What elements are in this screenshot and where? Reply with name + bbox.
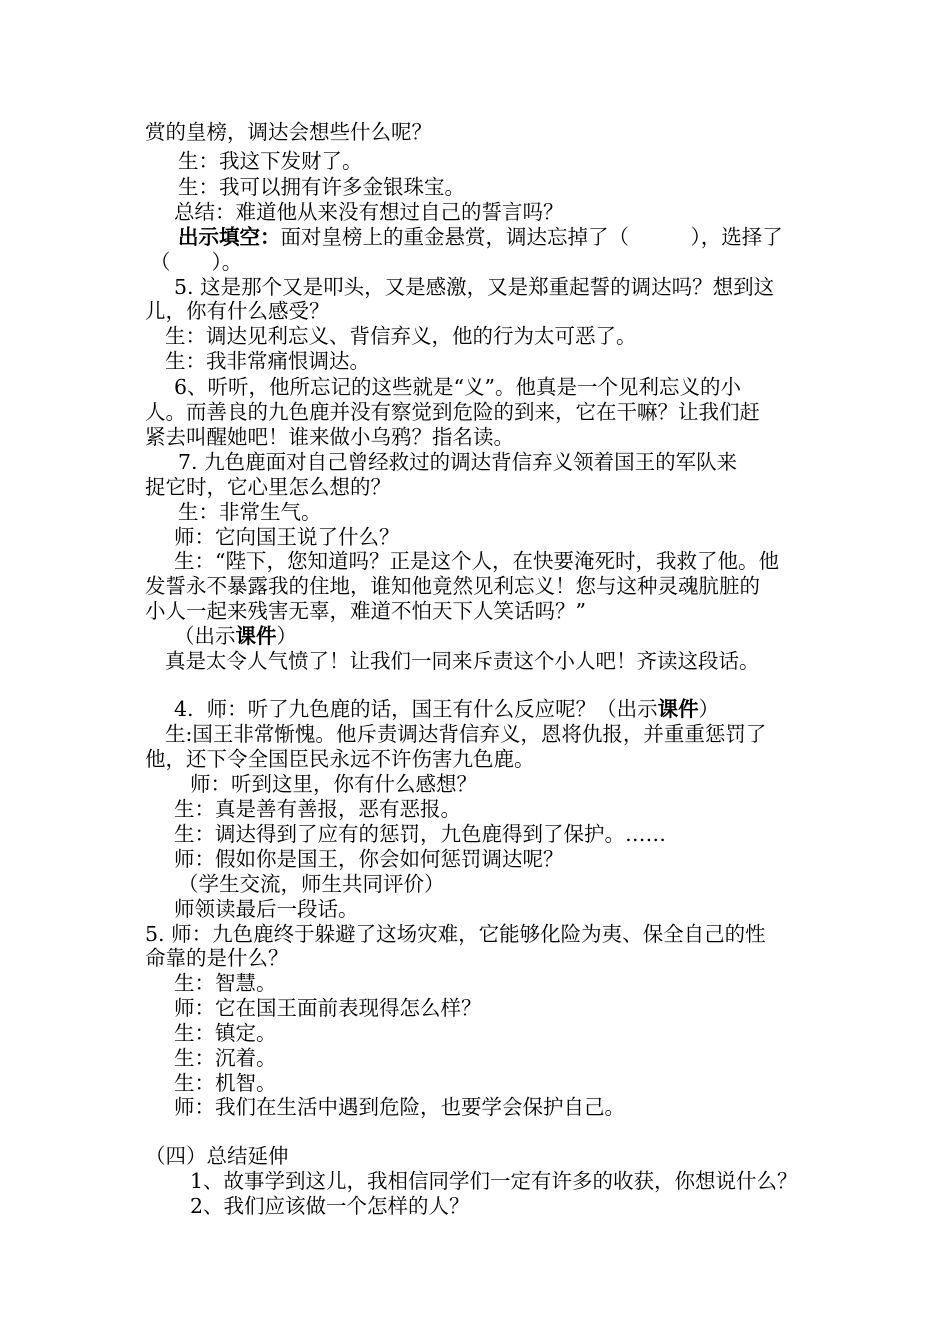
text-span: （出示 bbox=[174, 624, 236, 648]
text-line bbox=[178, 225, 783, 249]
text-line: 生：我可以拥有许多金银珠宝。 bbox=[178, 175, 465, 199]
section-heading: （四）总结延伸 bbox=[145, 1144, 289, 1168]
text-line: 人。而善良的九色鹿并没有察觉到危险的到来，它在干嘛？让我们赶 bbox=[145, 400, 760, 424]
text-line: 5. 师：九色鹿终于躲避了这场灾难，它能够化险为夷、保全自己的性 bbox=[145, 922, 766, 946]
text-line: 生：真是善有善报，恶有恶报。 bbox=[174, 797, 461, 821]
text-span: ） bbox=[698, 697, 720, 721]
text-line: 生：镇定。 bbox=[174, 1021, 277, 1045]
text-line: 生：调达见利忘义、背信弃义，他的行为太可恶了。 bbox=[165, 324, 637, 348]
text-line: 真是太令人气愤了！让我们一同来斥责这个小人吧！齐读这段话。 bbox=[165, 649, 760, 673]
text-line: 师：我们在生活中遇到危险，也要学会保护自己。 bbox=[174, 1095, 625, 1119]
text-line: 总结：难道他从来没有想过自己的誓言吗？ bbox=[174, 200, 564, 224]
text-line: 师：它在国王面前表现得怎么样？ bbox=[174, 996, 482, 1020]
text-line: 1、故事学到这儿，我相信同学们一定有许多的收获，你想说什么？ bbox=[190, 1169, 798, 1193]
text-line bbox=[174, 697, 719, 721]
text-line: 生：非常生气。 bbox=[178, 500, 322, 524]
bold-label: 课件 bbox=[235, 624, 277, 648]
text-line: 生：我非常痛恨调达。 bbox=[165, 349, 370, 373]
text-line: 紧去叫醒她吧！谁来做小乌鸦？指名读。 bbox=[145, 425, 514, 449]
text-line: 师：听到这里，你有什么感想？ bbox=[190, 772, 477, 796]
text-line: 小人一起来残害无辜，难道不怕天下人笑话吗？” bbox=[145, 599, 586, 623]
text-line: 7. 九色鹿面对自己曾经救过的调达背信弃义领着国王的军队来 bbox=[178, 450, 738, 474]
text-line: 捉它时，它心里怎么想的？ bbox=[145, 475, 391, 499]
bold-label: 出示填空： bbox=[178, 225, 281, 249]
text-line: 赏的皇榜，调达会想些什么呢？ bbox=[145, 120, 432, 144]
text-line: 生：“陛下，您知道吗？正是这个人，在快要淹死时，我救了他。他 bbox=[174, 549, 779, 573]
text-line bbox=[174, 624, 297, 648]
text-span: 4. 师：听了九色鹿的话，国王有什么反应呢？（出示 bbox=[174, 697, 658, 721]
text-line: 儿，你有什么感受？ bbox=[145, 299, 330, 323]
text-line: 生：沉着。 bbox=[174, 1046, 277, 1070]
text-line: 5. 这是那个又是叩头，又是感激，又是郑重起誓的调达吗？想到这 bbox=[174, 275, 775, 299]
text-line: 生：我这下发财了。 bbox=[178, 149, 363, 173]
text-line: 命靠的是什么？ bbox=[145, 946, 289, 970]
text-line: （学生交流，师生共同评价） bbox=[178, 872, 445, 896]
text-line: 6、听听，他所忘记的这些就是“义”。他真是一个见利忘义的小 bbox=[174, 375, 742, 399]
text-line: 师领读最后一段话。 bbox=[174, 897, 359, 921]
bold-label: 课件 bbox=[657, 697, 699, 721]
text-span: ） bbox=[276, 624, 297, 648]
text-line: 他，还下令全国臣民永远不许伤害九色鹿。 bbox=[145, 747, 535, 771]
text-line: 生：智慧。 bbox=[174, 971, 277, 995]
text-line: 师：假如你是国王，你会如何惩罚调达呢？ bbox=[174, 847, 564, 871]
text-line: 生：调达得到了应有的惩罚，九色鹿得到了保护。…… bbox=[174, 822, 666, 846]
text-line: 2、我们应该做一个怎样的人？ bbox=[190, 1194, 470, 1218]
text-line: 生：机智。 bbox=[174, 1071, 277, 1095]
text-line: （ ）。 bbox=[150, 250, 243, 274]
text-line: 生:国王非常惭愧。他斥责调达背信弃义，恩将仇报，并重重惩罚了 bbox=[165, 722, 767, 746]
text-span: 面对皇榜上的重金悬赏，调达忘掉了（ ），选择了 bbox=[280, 225, 783, 249]
text-line: 师：它向国王说了什么？ bbox=[174, 525, 400, 549]
text-line: 发誓永不暴露我的住地，谁知他竟然见利忘义！您与这种灵魂肮脏的 bbox=[145, 574, 760, 598]
